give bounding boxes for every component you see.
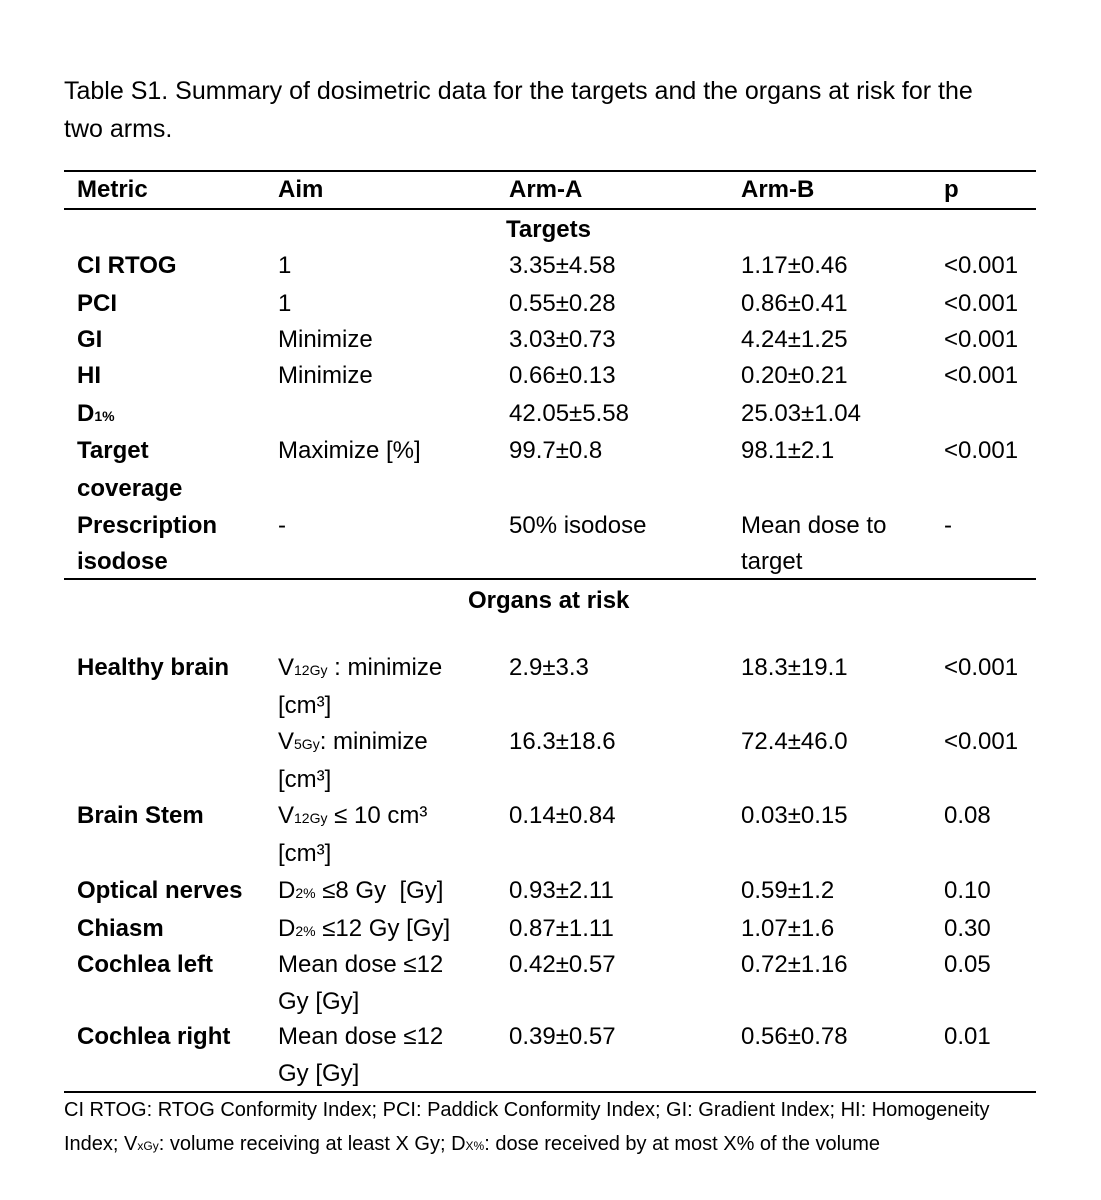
row-optical-nerves-arm-a: 0.93±2.11 bbox=[509, 877, 614, 904]
row-pci-metric: PCI bbox=[77, 290, 118, 317]
row-hi-metric: HI bbox=[77, 362, 101, 389]
row-optical-nerves-metric: Optical nerves bbox=[77, 877, 243, 904]
footnote-line-2 bbox=[64, 1127, 1064, 1163]
row-cochlea-right-arm-a: 0.39±0.57 bbox=[509, 1023, 616, 1050]
row-coverage-arm-b: 98.1±2.1 bbox=[741, 437, 835, 464]
row-d1-metric-main: D bbox=[77, 400, 95, 427]
footnote-p2a: Index; V bbox=[64, 1133, 138, 1155]
row-optical-nerves-p: 0.10 bbox=[944, 877, 991, 904]
row-cochlea-right-p: 0.01 bbox=[944, 1023, 991, 1050]
row-brain-stem-p: 0.08 bbox=[944, 802, 991, 829]
row-pci-arm-a: 0.55±0.28 bbox=[509, 290, 616, 317]
section-rule bbox=[64, 578, 1036, 580]
optical-aim-main: D bbox=[278, 877, 296, 904]
row-coverage-metric-l1: Target bbox=[77, 437, 149, 464]
row-prescription-p: - bbox=[944, 512, 952, 539]
row-cochlea-right-aim-l1: Mean dose ≤12 bbox=[278, 1023, 444, 1050]
row-prescription-arm-b-l1: Mean dose to bbox=[741, 512, 887, 539]
v5-aim-main: V bbox=[278, 728, 295, 755]
row-cochlea-left-aim-l2: Gy [Gy] bbox=[278, 988, 360, 1015]
header-arm-a: Arm-A bbox=[509, 176, 583, 203]
header-p: p bbox=[944, 176, 959, 203]
row-cochlea-right-arm-b: 0.56±0.78 bbox=[741, 1023, 848, 1050]
row-brain-stem-unit: [cm³] bbox=[278, 840, 332, 867]
row-hi-aim: Minimize bbox=[278, 362, 373, 389]
row-coverage-metric-l2: coverage bbox=[77, 475, 183, 502]
table-footnote bbox=[64, 1093, 1064, 1163]
row-cochlea-right-aim-l2: Gy [Gy] bbox=[278, 1060, 360, 1087]
row-optical-nerves-aim bbox=[278, 873, 443, 911]
row-chiasm-aim bbox=[278, 911, 450, 949]
header-metric: Metric bbox=[77, 176, 148, 203]
row-gi-arm-b: 4.24±1.25 bbox=[741, 326, 848, 353]
header-rule bbox=[64, 208, 1036, 210]
row-gi-aim: Minimize bbox=[278, 326, 373, 353]
caption-line-1: Table S1. Summary of dosimetric data for the targets and the organs at risk for the bbox=[64, 77, 973, 105]
row-healthy-brain-v5-p: <0.001 bbox=[944, 728, 1019, 755]
row-ci-rtog-aim: 1 bbox=[278, 252, 292, 279]
row-ci-rtog-metric: CI RTOG bbox=[77, 252, 177, 279]
v12-aim-rest: : minimize bbox=[327, 654, 443, 681]
row-d1-arm-a: 42.05±5.58 bbox=[509, 400, 629, 427]
row-chiasm-metric: Chiasm bbox=[77, 915, 164, 942]
section-organs-at-risk: Organs at risk bbox=[468, 587, 630, 614]
row-prescription-metric-l1: Prescription bbox=[77, 512, 218, 539]
row-healthy-brain-v5-unit: [cm³] bbox=[278, 766, 332, 793]
brain-stem-aim-rest: ≤ 10 cm³ bbox=[327, 802, 428, 829]
row-cochlea-left-aim-l1: Mean dose ≤12 bbox=[278, 951, 444, 978]
row-cochlea-left-arm-a: 0.42±0.57 bbox=[509, 951, 616, 978]
footnote-p2e: : dose received by at most X% of the volume bbox=[484, 1133, 880, 1155]
row-hi-arm-a: 0.66±0.13 bbox=[509, 362, 616, 389]
row-prescription-arm-a: 50% isodose bbox=[509, 512, 647, 539]
row-healthy-brain-v5-aim bbox=[278, 724, 428, 762]
row-hi-arm-b: 0.20±0.21 bbox=[741, 362, 848, 389]
row-brain-stem-aim bbox=[278, 798, 427, 836]
row-gi-metric: GI bbox=[77, 326, 103, 353]
brain-stem-aim-sub: 12Gy bbox=[294, 810, 328, 826]
row-chiasm-p: 0.30 bbox=[944, 915, 991, 942]
row-d1-arm-b: 25.03±1.04 bbox=[741, 400, 861, 427]
row-cochlea-left-arm-b: 0.72±1.16 bbox=[741, 951, 848, 978]
row-d1-metric bbox=[77, 396, 115, 434]
section-targets: Targets bbox=[506, 216, 591, 243]
header-aim: Aim bbox=[278, 176, 324, 203]
footnote-p2b: xGy bbox=[137, 1139, 159, 1153]
row-brain-stem-metric: Brain Stem bbox=[77, 802, 204, 829]
optical-aim-sub: 2% bbox=[295, 885, 316, 901]
row-d1-metric-sub: 1% bbox=[94, 408, 115, 424]
table-caption bbox=[64, 72, 1044, 148]
row-ci-rtog-arm-b: 1.17±0.46 bbox=[741, 252, 848, 279]
header-arm-b: Arm-B bbox=[741, 176, 815, 203]
row-coverage-arm-a: 99.7±0.8 bbox=[509, 437, 603, 464]
row-healthy-brain-v12-arm-a: 2.9±3.3 bbox=[509, 654, 589, 681]
row-pci-p: <0.001 bbox=[944, 290, 1019, 317]
caption-line-2: two arms. bbox=[64, 115, 173, 143]
v5-aim-rest: : minimize bbox=[319, 728, 428, 755]
row-healthy-brain-v5-arm-a: 16.3±18.6 bbox=[509, 728, 616, 755]
row-pci-aim: 1 bbox=[278, 290, 292, 317]
row-prescription-arm-b-l2: target bbox=[741, 548, 803, 575]
row-healthy-brain-v12-unit: [cm³] bbox=[278, 692, 332, 719]
v5-aim-sub: 5Gy bbox=[294, 736, 320, 752]
chiasm-aim-sub: 2% bbox=[295, 923, 316, 939]
row-healthy-brain-v12-aim bbox=[278, 650, 442, 688]
row-healthy-brain-v12-p: <0.001 bbox=[944, 654, 1019, 681]
row-brain-stem-arm-a: 0.14±0.84 bbox=[509, 802, 616, 829]
row-prescription-metric-l2: isodose bbox=[77, 548, 168, 575]
footnote-p2d: X% bbox=[465, 1139, 485, 1153]
chiasm-aim-rest: ≤12 Gy [Gy] bbox=[315, 915, 451, 942]
row-ci-rtog-arm-a: 3.35±4.58 bbox=[509, 252, 616, 279]
row-hi-p: <0.001 bbox=[944, 362, 1019, 389]
row-cochlea-right-metric: Cochlea right bbox=[77, 1023, 231, 1050]
row-pci-arm-b: 0.86±0.41 bbox=[741, 290, 848, 317]
row-healthy-brain-v5-arm-b: 72.4±46.0 bbox=[741, 728, 848, 755]
row-prescription-aim: - bbox=[278, 512, 286, 539]
row-optical-nerves-arm-b: 0.59±1.2 bbox=[741, 877, 835, 904]
optical-aim-rest: ≤8 Gy [Gy] bbox=[315, 877, 444, 904]
v12-aim-sub: 12Gy bbox=[294, 662, 328, 678]
row-cochlea-left-p: 0.05 bbox=[944, 951, 991, 978]
row-healthy-brain-metric: Healthy brain bbox=[77, 654, 230, 681]
row-chiasm-arm-b: 1.07±1.6 bbox=[741, 915, 835, 942]
row-cochlea-left-metric: Cochlea left bbox=[77, 951, 214, 978]
chiasm-aim-main: D bbox=[278, 915, 296, 942]
row-brain-stem-arm-b: 0.03±0.15 bbox=[741, 802, 848, 829]
brain-stem-aim-main: V bbox=[278, 802, 295, 829]
row-coverage-aim: Maximize [%] bbox=[278, 437, 421, 464]
footnote-line-1: CI RTOG: RTOG Conformity Index; PCI: Paddick Conformity Index; GI: Gradient Index; HI: Homogeneity bbox=[64, 1099, 990, 1121]
row-gi-arm-a: 3.03±0.73 bbox=[509, 326, 616, 353]
row-chiasm-arm-a: 0.87±1.11 bbox=[509, 915, 614, 942]
row-gi-p: <0.001 bbox=[944, 326, 1019, 353]
v12-aim-main: V bbox=[278, 654, 295, 681]
footnote-p2c: : volume receiving at least X Gy; D bbox=[158, 1133, 466, 1155]
row-coverage-p: <0.001 bbox=[944, 437, 1019, 464]
row-healthy-brain-v12-arm-b: 18.3±19.1 bbox=[741, 654, 848, 681]
row-ci-rtog-p: <0.001 bbox=[944, 252, 1019, 279]
